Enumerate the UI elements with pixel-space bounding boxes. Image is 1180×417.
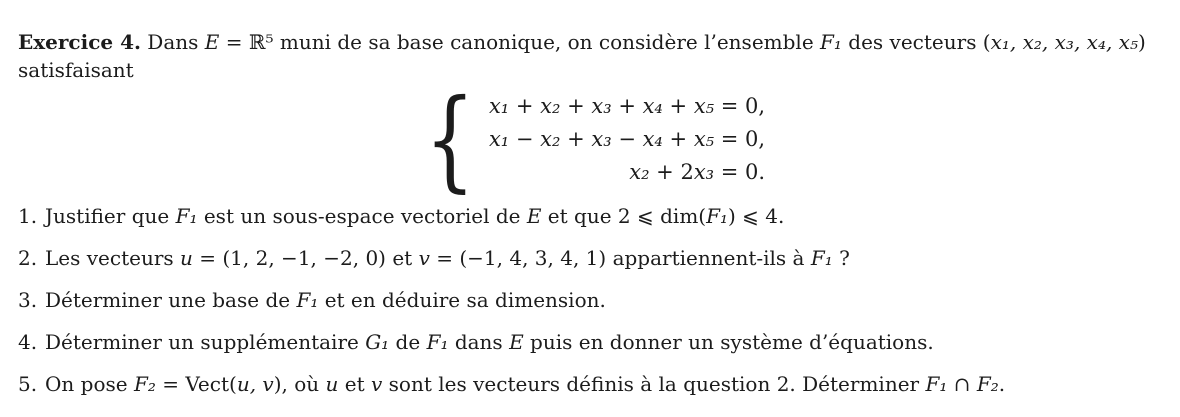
question-text [45, 371, 1005, 398]
text-segment: puis en donner un système d’équations. [523, 330, 934, 355]
text-segment: u [180, 246, 193, 271]
question-item-5 [18, 371, 1162, 398]
equation-rows [489, 90, 765, 189]
text-segment: x₂ [540, 127, 561, 152]
text-segment: Dans [140, 30, 205, 54]
text-segment: et que 2 ⩽ dim( [541, 204, 707, 229]
text-segment: x₂ [629, 160, 650, 185]
text-segment: des vecteurs ( [841, 30, 991, 54]
text-segment: F₁ [296, 288, 319, 313]
text-segment: est un sous-espace vectoriel de [197, 204, 527, 229]
text-segment: On pose [45, 372, 134, 397]
question-item-4 [18, 329, 1162, 356]
text-segment: F₁ [925, 372, 948, 397]
text-segment: Déterminer une base de [45, 288, 297, 313]
text-segment: + [560, 94, 592, 119]
question-list [18, 203, 1162, 398]
text-segment: E [204, 30, 220, 54]
left-brace: { [424, 75, 476, 203]
text-segment: x₅ [693, 127, 715, 152]
text-segment: + [611, 94, 643, 119]
text-segment: Les vecteurs [45, 246, 181, 271]
text-segment: F₂ [133, 372, 156, 397]
text-segment: − [509, 127, 541, 152]
exercise-intro-line2 [18, 56, 1162, 84]
text-segment: x₃ [591, 127, 612, 152]
text-segment: x₄ [642, 94, 663, 119]
text-segment: ? [832, 246, 850, 271]
question-text [45, 245, 850, 272]
equation-row-3 [489, 156, 765, 189]
text-segment: satisfaisant [18, 58, 134, 82]
text-segment: + [560, 127, 592, 152]
text-segment: F₁ [706, 204, 728, 229]
text-segment: u, v [236, 372, 274, 397]
equation-row-2 [489, 123, 765, 156]
question-text [45, 203, 784, 230]
question-number: 5. [18, 372, 38, 397]
text-segment: x₅ [693, 94, 715, 119]
text-segment: F₁ [426, 330, 449, 355]
text-segment: Justifier que [45, 204, 176, 229]
text-segment: + [509, 94, 541, 119]
text-segment: et [338, 372, 371, 397]
text-segment: = (−1, 4, 3, 4, 1) appartiennent-ils à [429, 246, 811, 271]
text-segment: G₁ [365, 330, 390, 355]
question-number: 3. [18, 288, 38, 313]
text-segment: F₁ [810, 246, 833, 271]
question-text [45, 329, 934, 356]
text-segment: + [662, 94, 694, 119]
text-segment: ), où [273, 372, 326, 397]
question-number: 2. [18, 246, 38, 271]
question-item-3 [18, 287, 1162, 314]
text-segment: = ℝ⁵ muni de sa base canonique, on considère l’ensemble [219, 30, 821, 54]
text-segment: x₁, x₂, x₃, x₄, x₅ [990, 30, 1138, 54]
text-segment: E [526, 204, 542, 229]
text-segment: = 0, [714, 94, 766, 119]
text-segment: ∩ [947, 372, 977, 397]
exercise-intro-line1 [18, 28, 1162, 56]
text-segment: . [998, 372, 1006, 397]
question-text [45, 287, 606, 314]
text-segment: u [325, 372, 339, 397]
text-segment: x₄ [642, 127, 663, 152]
text-segment: + [662, 127, 694, 152]
text-segment: F₁ [820, 30, 842, 54]
text-segment: = 0. [714, 160, 766, 185]
question-item-1 [18, 203, 1162, 230]
text-segment: et en déduire sa dimension. [318, 288, 606, 313]
text-segment: = (1, 2, −1, −2, 0) et [192, 246, 419, 271]
text-segment: = Vect( [155, 372, 237, 397]
text-segment: ) [1137, 30, 1146, 54]
text-segment: v [371, 372, 383, 397]
text-segment: = 0, [714, 127, 766, 152]
text-segment: de [389, 330, 427, 355]
text-segment: x₃ [693, 160, 715, 185]
text-segment: sont les vecteurs définis à la question 2. Déterminer [382, 372, 926, 397]
equation-row-1 [489, 90, 765, 123]
text-segment: Exercice 4. [18, 30, 141, 54]
text-segment: x₂ [540, 94, 561, 119]
text-segment: x₁ [488, 127, 510, 152]
text-segment: F₁ [175, 204, 198, 229]
question-number: 1. [18, 204, 38, 229]
question-number: 4. [18, 330, 38, 355]
text-segment: F₂ [976, 372, 999, 397]
equation-system [18, 75, 1162, 203]
text-segment: Déterminer un supplémentaire [45, 330, 366, 355]
text-segment: − [611, 127, 643, 152]
equation-system-inner [415, 75, 766, 203]
text-segment: v [418, 246, 430, 271]
text-segment: + 2 [649, 160, 694, 185]
text-segment: E [509, 330, 524, 355]
text-segment: x₁ [488, 94, 510, 119]
text-segment: x₃ [591, 94, 612, 119]
text-segment: dans [448, 330, 510, 355]
question-item-2 [18, 245, 1162, 272]
text-segment: ) ⩽ 4. [728, 204, 785, 229]
